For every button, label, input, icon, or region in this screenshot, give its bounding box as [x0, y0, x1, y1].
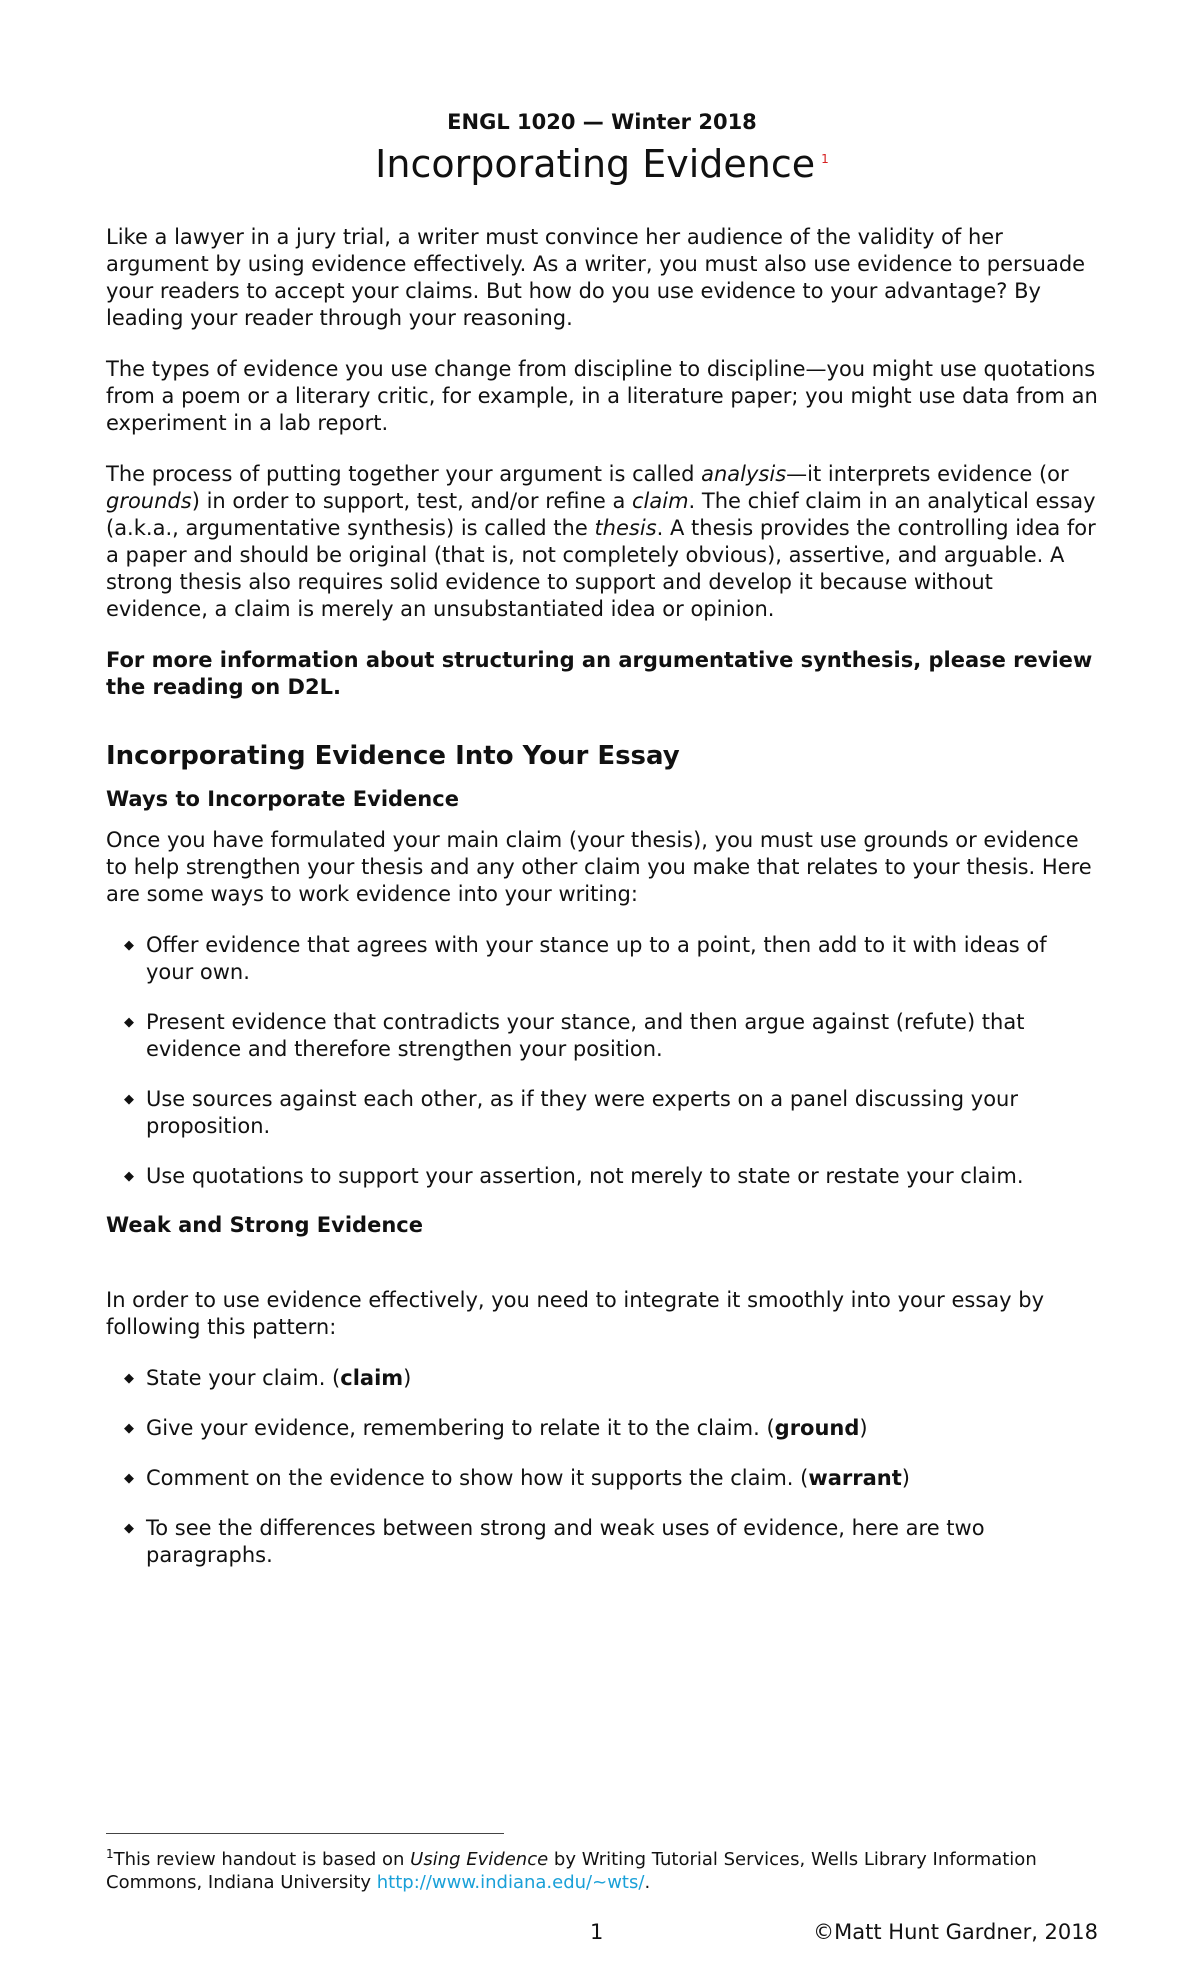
footnote-text: . [644, 1872, 651, 1893]
intro-paragraph-1: Like a lawyer in a jury trial, a writer must convince her audience of the validity of her argument by using evidence effectively. As a writer, you must also use evidence to persuade your readers to accept your claims. But how do you use evidence to your advantage? By leading your reader through your reasoning. [106, 225, 1086, 330]
footnote [106, 1843, 1098, 1894]
term-grounds: grounds [106, 489, 192, 513]
page-title [106, 142, 1098, 186]
diamond-bullet-icon: ◆ [124, 938, 134, 953]
diamond-bullet-icon: ◆ [124, 1521, 134, 1536]
course-header: ENGL 1020 — Winter 2018 [447, 110, 757, 134]
diamond-bullet-icon: ◆ [124, 1015, 134, 1030]
list-item-end: ) [859, 1416, 868, 1440]
document-page [106, 100, 1098, 1592]
term-thesis: thesis [594, 516, 657, 540]
footnote-divider [106, 1833, 504, 1834]
ways-heading: Ways to Incorporate Evidence [106, 787, 459, 811]
list-item-text: To see the differences between strong and weak uses of evidence, here are two paragraphs. [146, 1516, 985, 1567]
diamond-bullet-icon: ◆ [124, 1421, 134, 1436]
intro-paragraph-2: The types of evidence you use change from discipline to discipline—you might use quotations from a poem or a literary critic, for example, in a literature paper; you might use data from an experiment in a lab report. [106, 357, 1098, 435]
pattern-list [106, 1365, 1098, 1569]
list-item [106, 1163, 1098, 1190]
list-item-text: Comment on the evidence to show how it supports the claim. ( [146, 1466, 809, 1490]
diamond-bullet-icon: ◆ [124, 1092, 134, 1107]
list-item-text: State your claim. ( [146, 1366, 341, 1390]
page-number: 1 [590, 1920, 604, 1944]
footnote-link[interactable]: http://www.indiana.edu/~wts/ [376, 1872, 645, 1893]
list-item-text: Use quotations to support your assertion, not merely to state or restate your claim. [146, 1164, 1024, 1188]
footnote-text: by Writing Tutorial Services, Wells Library Information Commons, Indiana University [106, 1849, 1037, 1893]
list-item [106, 1515, 1098, 1569]
text-run: . The chief claim in an analytical essay (a.k.a., argumentative synthesis) is called the [106, 489, 1096, 540]
term-claim: claim [632, 489, 689, 513]
list-item-text: Use sources against each other, as if they were experts on a panel discussing your proposition. [146, 1087, 1018, 1138]
intro-paragraph-3 [106, 461, 1098, 623]
text-run: —it interprets evidence (or [786, 462, 1069, 486]
page-title-text: Incorporating Evidence [375, 142, 816, 186]
list-item-text: Present evidence that contradicts your stance, and then argue against (refute) that evidence and therefore strengthen your position. [146, 1010, 1025, 1061]
copyright: ©Matt Hunt Gardner, 2018 [813, 1920, 1098, 1944]
section-heading: Incorporating Evidence Into Your Essay [106, 741, 680, 771]
weak-strong-heading: Weak and Strong Evidence [106, 1213, 423, 1237]
footnote-marker: 1 [106, 1847, 114, 1861]
ways-intro: Once you have formulated your main claim (your thesis), you must use grounds or evidence to help strengthen your thesis and any other claim you make that relates to your thesis. Here are some ways to work evidence into your writing: [106, 828, 1092, 906]
list-item [106, 1465, 1098, 1492]
term-warrant-bold: warrant [808, 1466, 902, 1490]
list-item [106, 1009, 1098, 1063]
text-run: ) in order to support, test, and/or refine a [191, 489, 632, 513]
title-footnote-marker[interactable]: 1 [821, 152, 829, 167]
list-item-end: ) [403, 1366, 412, 1390]
ways-list [106, 932, 1098, 1190]
diamond-bullet-icon: ◆ [124, 1471, 134, 1486]
list-item [106, 932, 1098, 986]
text-run: . A thesis provides the controlling idea for a paper and should be original (that is, not completely obvious), assertive, and arguable. A strong thesis also requires solid evidence to support and develop it because without evidence, a claim is merely an unsubstantiated idea or opinion. [106, 516, 1096, 621]
list-item [106, 1086, 1098, 1140]
list-item-text: Give your evidence, remembering to relate it to the claim. ( [146, 1416, 775, 1440]
d2l-note: For more information about structuring an argumentative synthesis, please review the reading on D2L. [106, 648, 1093, 699]
list-item [106, 1415, 1098, 1442]
footnote-text: This review handout is based on [113, 1849, 411, 1870]
diamond-bullet-icon: ◆ [124, 1371, 134, 1386]
weak-strong-intro: In order to use evidence effectively, you need to integrate it smoothly into your essay by following this pattern: [106, 1288, 1044, 1339]
term-ground-bold: ground [774, 1416, 860, 1440]
text-run: The process of putting together your argument is called [106, 462, 702, 486]
list-item-text: Offer evidence that agrees with your stance up to a point, then add to it with ideas of your own. [146, 933, 1047, 984]
term-analysis: analysis [701, 462, 787, 486]
term-claim-bold: claim [340, 1366, 404, 1390]
footnote-source-title: Using Evidence [410, 1849, 549, 1870]
diamond-bullet-icon: ◆ [124, 1169, 134, 1184]
list-item-end: ) [901, 1466, 910, 1490]
list-item [106, 1365, 1098, 1392]
